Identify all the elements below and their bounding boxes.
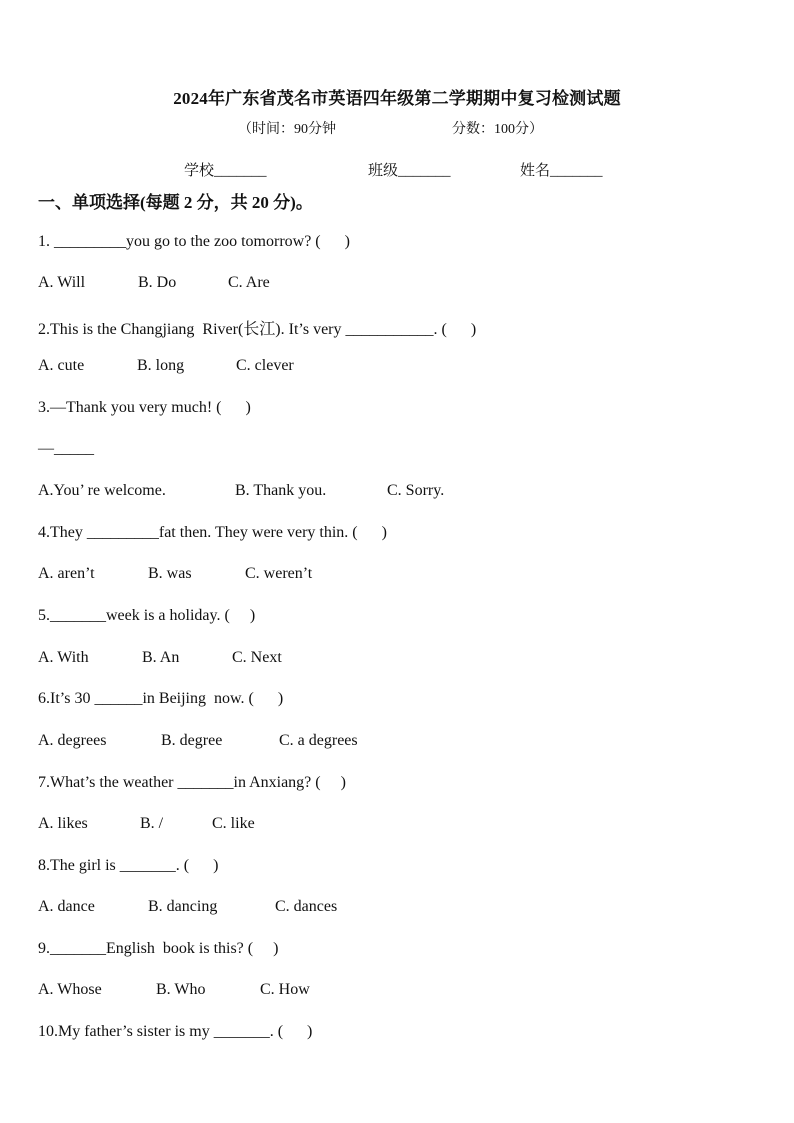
option-b: B. / [140, 815, 164, 832]
option-a: A. Will [38, 274, 86, 291]
options-9 [38, 981, 310, 999]
option-a: A.You’ re welcome. [38, 482, 166, 499]
question-7: 7.What’s the weather _______in Anxiang? ( ) [38, 774, 346, 791]
option-c: C. weren’t [245, 565, 313, 582]
option-b: B. An [142, 649, 180, 666]
option-b: B. dancing [148, 898, 218, 915]
exam-time: （时间：90分钟 [238, 122, 336, 137]
option-c: C. Are [228, 274, 270, 291]
options-8 [38, 898, 337, 916]
question-9: 9._______English book is this? ( ) [38, 940, 279, 957]
option-c: C. a degrees [279, 732, 358, 749]
option-a: A. Whose [38, 981, 102, 998]
options-6 [38, 732, 358, 750]
question-6: 6.It’s 30 ______in Beijing now. ( ) [38, 690, 284, 707]
name-field: 姓名_______ [520, 163, 603, 179]
question-8: 8.The girl is _______. ( ) [38, 857, 219, 874]
option-a: A. likes [38, 815, 88, 832]
question-10: 10.My father’s sister is my _______. ( ) [38, 1023, 313, 1040]
question-2: 2.This is the Changjiang River(长江). It’s very ___________. ( ) [38, 321, 477, 338]
option-c: C. Sorry. [387, 482, 445, 499]
exam-score: 分数：100分） [452, 122, 543, 137]
option-b: B. long [137, 357, 185, 374]
options-3 [38, 482, 444, 500]
options-7 [38, 815, 255, 833]
option-c: C. Next [232, 649, 282, 666]
options-1 [38, 274, 270, 292]
question-4: 4.They _________fat then. They were very thin. ( ) [38, 524, 387, 541]
question-5: 5._______week is a holiday. ( ) [38, 607, 256, 624]
section-heading: 一、单项选择(每题 2 分，共 20 分)。 [38, 193, 313, 212]
school-field: 学校_______ [184, 163, 267, 179]
option-a: A. cute [38, 357, 85, 374]
option-b: B. Who [156, 981, 206, 998]
option-b: B. degree [161, 732, 223, 749]
option-b: B. Thank you. [235, 482, 327, 499]
option-a: A. With [38, 649, 89, 666]
question-1: 1. _________you go to the zoo tomorrow? ( ) [38, 233, 350, 250]
option-c: C. How [260, 981, 310, 998]
option-b: B. Do [138, 274, 177, 291]
option-b: B. was [148, 565, 192, 582]
options-5 [38, 649, 282, 667]
options-2 [38, 357, 294, 375]
class-field: 班级_______ [368, 163, 451, 179]
option-c: C. clever [236, 357, 294, 374]
option-a: A. dance [38, 898, 95, 915]
option-c: C. dances [275, 898, 338, 915]
option-c: C. like [212, 815, 255, 832]
options-4 [38, 565, 312, 583]
exam-title: 2024年广东省茂名市英语四年级第二学期期中复习检测试题 [173, 89, 621, 108]
option-a: A. degrees [38, 732, 107, 749]
option-a: A. aren’t [38, 565, 95, 582]
question-3-reply: —_____ [38, 440, 94, 457]
question-3: 3.—Thank you very much! ( ) [38, 399, 251, 416]
